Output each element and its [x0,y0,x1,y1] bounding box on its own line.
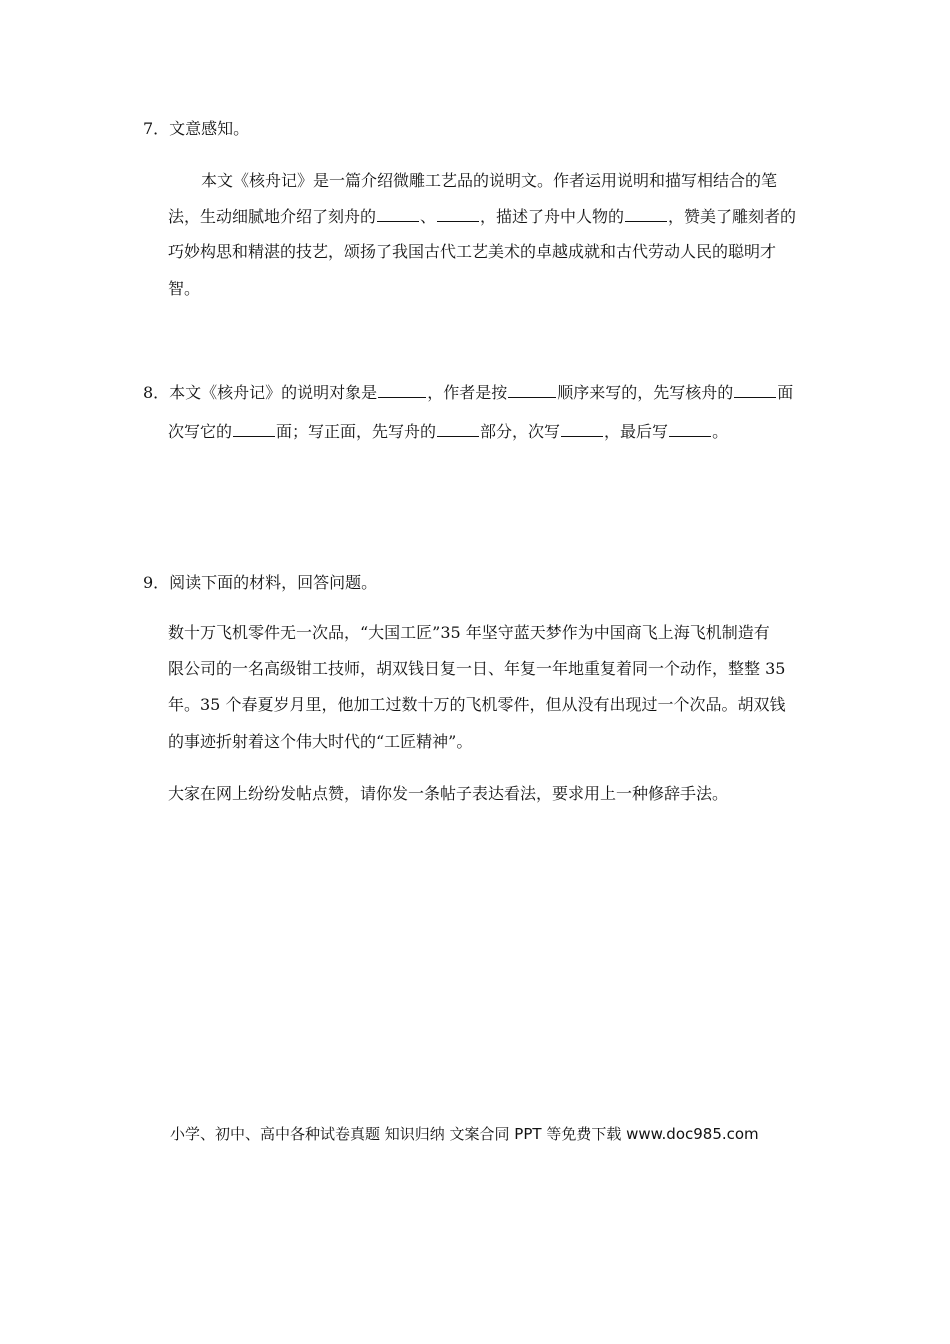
q8-line-2-text-d: ，最后写 [604,422,669,441]
q8-line-2-text-b: 面；写正面，先写舟的 [276,422,437,441]
answer-blank[interactable] [377,206,419,222]
q7-line-2-text-a: 法，生动细腻地介绍了刻舟的 [168,207,377,226]
q8-line-1-text-d: 面 [777,383,794,402]
page-footer: 小学、初中、高中各种试卷真题 知识归纳 文案合同 PPT 等免费下载 www.doc985.com [170,1125,759,1143]
answer-blank[interactable] [625,206,667,222]
answer-blank[interactable] [437,421,479,437]
q8-line-2-text-c: 部分，次写 [480,422,561,441]
answer-blank[interactable] [378,382,426,398]
q7-line-2-text-d: ，赞美了雕刻者的 [668,207,797,226]
q8-line-1-text-b: ，作者是按 [427,383,508,402]
q9-paragraph-line-2: 限公司的一名高级钳工技师，胡双钱日复一日、年复一年地重复着同一个动作，整整 35 [168,659,786,678]
answer-blank[interactable] [508,382,556,398]
q8-line-2-text-a: 次写它的 [168,422,233,441]
answer-blank[interactable] [669,421,711,437]
q7-line-2-text-c: ，描述了舟中人物的 [480,207,625,226]
answer-blank[interactable] [233,421,275,437]
q9-paragraph-line-1: 数十万飞机零件无一次品，“大国工匠”35 年坚守蓝天梦作为中国商飞上海飞机制造有 [168,623,770,642]
q7-line-1: 本文《核舟记》是一篇介绍微雕工艺品的说明文。作者运用说明和描写相结合的笔 [201,171,778,190]
q7-heading: 7．文意感知。 [143,119,250,138]
q9-instruction: 大家在网上纷纷发帖点赞，请你发一条帖子表达看法，要求用上一种修辞手法。 [168,784,729,803]
q7-line-4: 智。 [168,279,201,298]
q7-line-3: 巧妙构思和精湛的技艺，颂扬了我国古代工艺美术的卓越成就和古代劳动人民的聪明才 [168,242,777,261]
q8-line-1-text-a: 8．本文《核舟记》的说明对象是 [143,383,378,402]
answer-blank[interactable] [561,421,603,437]
q8-line-1-text-c: 顺序来写的，先写核舟的 [557,383,734,402]
q8-line-2-text-e: 。 [712,422,729,441]
q8-line-2 [168,421,728,442]
q9-paragraph-line-4: 的事迹折射着这个伟大时代的“工匠精神”。 [168,732,473,751]
q7-line-2-text-b: 、 [420,207,437,226]
answer-blank[interactable] [437,206,479,222]
q9-paragraph-line-3: 年。35 个春夏岁月里，他加工过数十万的飞机零件，但从没有出现过一个次品。胡双钱 [168,695,786,714]
q8-line-1 [143,382,793,403]
q7-line-2 [168,206,796,227]
q9-heading: 9．阅读下面的材料，回答问题。 [143,573,378,592]
answer-blank[interactable] [734,382,776,398]
